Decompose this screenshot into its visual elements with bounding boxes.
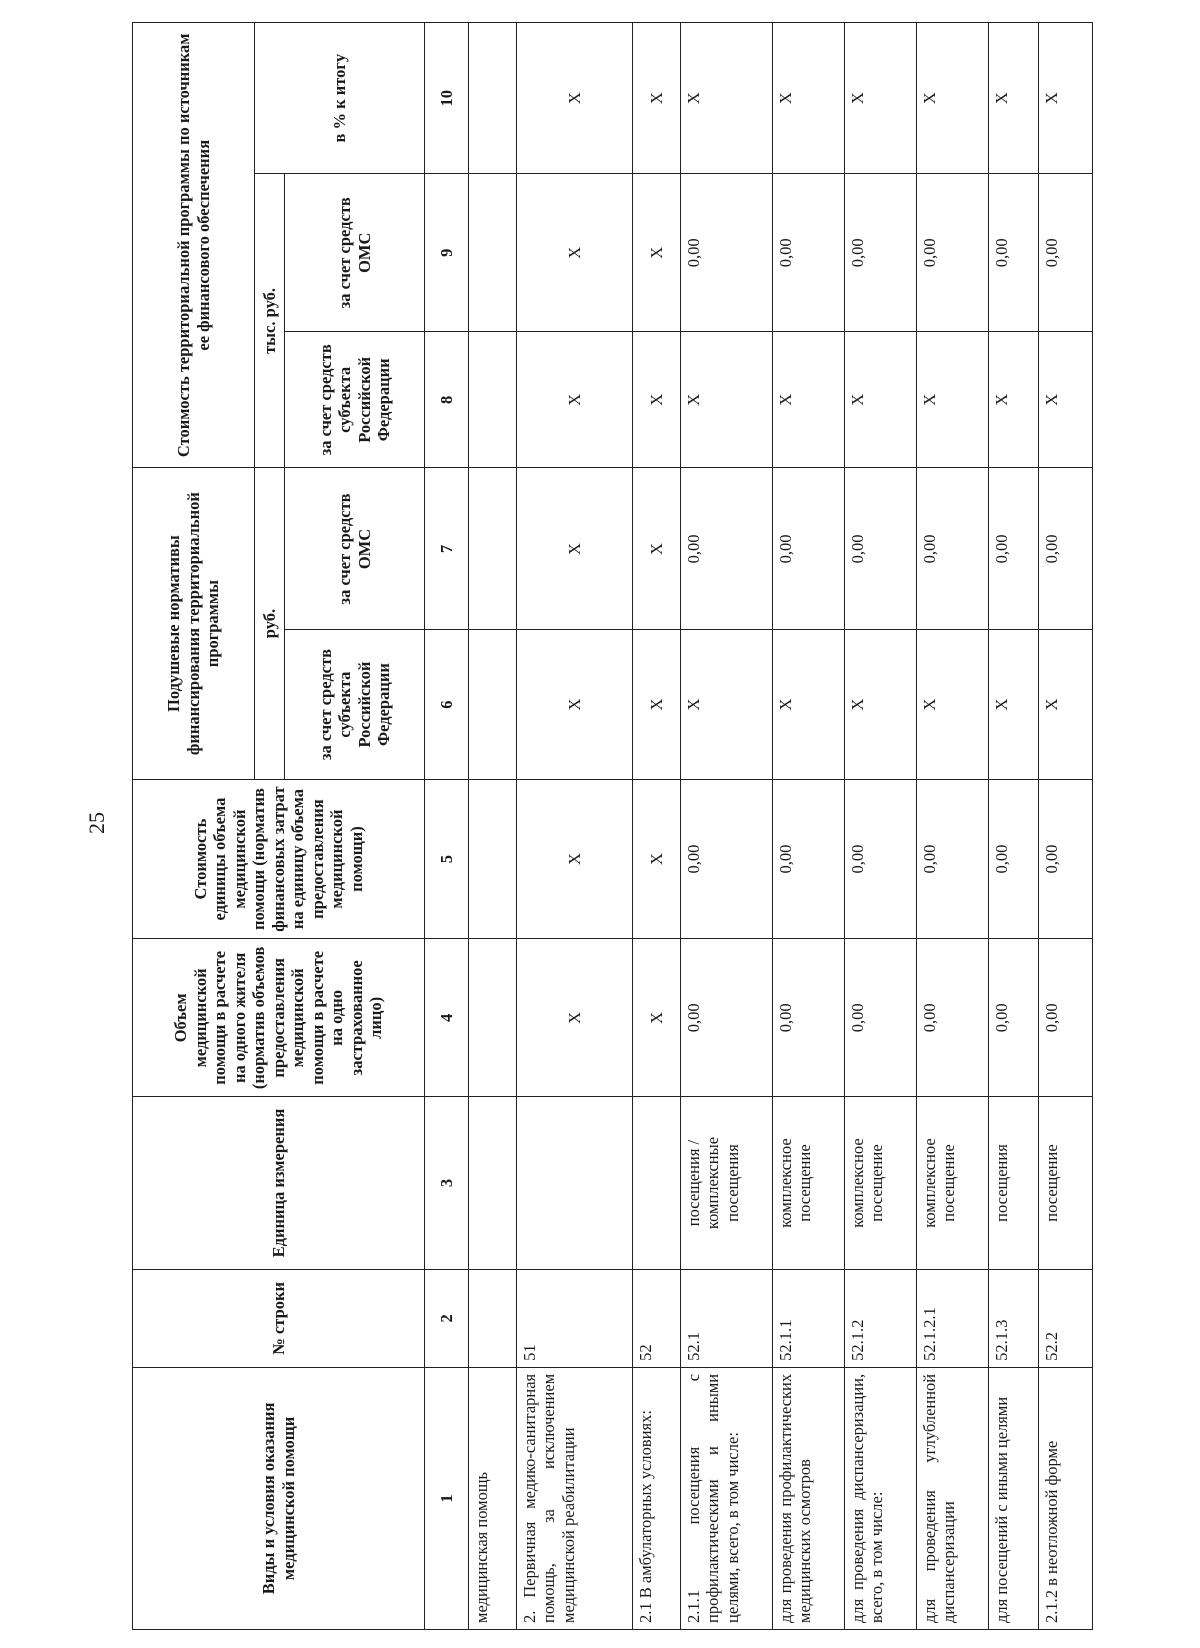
row-c9: 0,00: [845, 174, 917, 332]
row-unit: посещения: [989, 1097, 1039, 1270]
col-number: 6: [425, 630, 469, 779]
table-row: [773, 23, 845, 1630]
row-c7: 0,00: [845, 468, 917, 630]
header-col1: Виды и условия оказания медицинской помощи: [133, 1367, 425, 1629]
row-c4: X: [517, 939, 633, 1097]
row-c4: [469, 939, 517, 1097]
row-c5: 0,00: [1039, 779, 1093, 939]
row-c7: X: [633, 468, 681, 630]
row-name: для проведения диспансеризации, всего, в том числе:: [845, 1367, 917, 1629]
row-c7: X: [517, 468, 633, 630]
row-c8: X: [845, 332, 917, 468]
row-c9: 0,00: [917, 174, 989, 332]
row-unit: [517, 1097, 633, 1270]
col-number: 9: [425, 174, 469, 332]
row-name: медицинская помощь: [469, 1367, 517, 1629]
row-c4: 0,00: [845, 939, 917, 1097]
row-c10: X: [989, 23, 1039, 174]
header-col2: № строки: [133, 1269, 425, 1367]
row-name: 2.1.1 посещения с профилактическими и иными целями, всего, в том числе:: [681, 1367, 773, 1629]
row-c5: 0,00: [681, 779, 773, 939]
row-c8: X: [989, 332, 1039, 468]
table-row: [469, 23, 517, 1630]
row-no: 52.1.3: [989, 1269, 1039, 1367]
row-c6: X: [917, 630, 989, 779]
row-c7: 0,00: [989, 468, 1039, 630]
header-col5: Стоимость единицы объема медицинской помощи (норматив финансовых затрат на единицу объема предоставления медицинской помощи): [133, 779, 425, 939]
col-number: 7: [425, 468, 469, 630]
table-row: [917, 23, 989, 1630]
col-number: 10: [425, 23, 469, 174]
row-no: 52: [633, 1269, 681, 1367]
table-row: [517, 23, 633, 1630]
rotated-document: [132, 22, 1061, 1630]
row-c10: X: [917, 23, 989, 174]
row-name: 2.1 В амбулаторных условиях:: [633, 1367, 681, 1629]
col-number: 4: [425, 939, 469, 1097]
row-c9: X: [633, 174, 681, 332]
row-c10: X: [681, 23, 773, 174]
row-unit: комплексное посещение: [917, 1097, 989, 1270]
col-number: 5: [425, 779, 469, 939]
table-row: [681, 23, 773, 1630]
row-c10: X: [773, 23, 845, 174]
row-no: [469, 1269, 517, 1367]
header-group-cost: Стоимость территориальной программы по источникам ее финансового обеспечения: [133, 23, 255, 469]
row-no: 52.1.2: [845, 1269, 917, 1367]
row-c6: X: [633, 630, 681, 779]
row-c8: X: [633, 332, 681, 468]
row-c6: X: [1039, 630, 1093, 779]
row-c7: 0,00: [773, 468, 845, 630]
row-no: 52.1.1: [773, 1269, 845, 1367]
row-c8: X: [517, 332, 633, 468]
row-no: 52.1.2.1: [917, 1269, 989, 1367]
row-no: 51: [517, 1269, 633, 1367]
row-c9: [469, 174, 517, 332]
row-c5: X: [517, 779, 633, 939]
table-row: [989, 23, 1039, 1630]
header-col4: Объем медицинской помощи в расчете на одного жителя (норматив объемов предоставления медицинской помощи в расчете на одно застрахованное лицо): [133, 939, 425, 1097]
table-row: [1039, 23, 1093, 1630]
row-c6: X: [517, 630, 633, 779]
header-group-norm: Подушевые нормативы финансирования территориальной программы: [133, 468, 255, 779]
table-row: [845, 23, 917, 1630]
row-c4: 0,00: [681, 939, 773, 1097]
row-c8: X: [773, 332, 845, 468]
header-col6: за счет средств субъекта Российской Федерации: [285, 630, 425, 779]
col-number: 2: [425, 1269, 469, 1367]
row-c8: [469, 332, 517, 468]
row-unit: посещение: [1039, 1097, 1093, 1270]
header-cost-unit: тыс. руб.: [255, 174, 285, 468]
row-c7: [469, 468, 517, 630]
row-unit: [469, 1097, 517, 1270]
row-c6: X: [681, 630, 773, 779]
row-c7: 0,00: [917, 468, 989, 630]
row-unit: посещения / комплексные посещения: [681, 1097, 773, 1270]
col-number: 3: [425, 1097, 469, 1270]
col-number: 1: [425, 1367, 469, 1629]
row-c5: 0,00: [845, 779, 917, 939]
row-c5: [469, 779, 517, 939]
row-c6: X: [845, 630, 917, 779]
header-col10: в % к итогу: [255, 23, 425, 174]
table-row: [633, 23, 681, 1630]
row-name: для проведения углубленной диспансеризации: [917, 1367, 989, 1629]
financing-table: [132, 22, 1093, 1630]
row-c4: 0,00: [989, 939, 1039, 1097]
row-c8: X: [1039, 332, 1093, 468]
row-c5: 0,00: [773, 779, 845, 939]
row-c5: 0,00: [917, 779, 989, 939]
row-c9: 0,00: [989, 174, 1039, 332]
row-c7: 0,00: [681, 468, 773, 630]
header-norm-unit: руб.: [255, 468, 285, 779]
row-c10: X: [1039, 23, 1093, 174]
row-no: 52.2: [1039, 1269, 1093, 1367]
row-name: 2. Первичная медико-санитарная помощь, за исключением медицинской реабилитации: [517, 1367, 633, 1629]
row-c9: 0,00: [1039, 174, 1093, 332]
row-unit: комплексное посещение: [773, 1097, 845, 1270]
row-c8: X: [917, 332, 989, 468]
header-col9: за счет средств ОМС: [285, 174, 425, 332]
page-number: 25: [84, 812, 109, 834]
row-c9: 0,00: [773, 174, 845, 332]
row-c8: X: [681, 332, 773, 468]
col-number: 8: [425, 332, 469, 468]
row-c6: X: [773, 630, 845, 779]
row-unit: [633, 1097, 681, 1270]
row-c10: X: [517, 23, 633, 174]
header-col8: за счет средств субъекта Российской Федерации: [285, 332, 425, 468]
row-c9: 0,00: [681, 174, 773, 332]
row-c4: 0,00: [773, 939, 845, 1097]
header-col7: за счет средств ОМС: [285, 468, 425, 630]
row-c7: 0,00: [1039, 468, 1093, 630]
row-no: 52.1: [681, 1269, 773, 1367]
row-c6: [469, 630, 517, 779]
header-col3: Единица измерения: [133, 1097, 425, 1270]
row-c4: X: [633, 939, 681, 1097]
row-name: 2.1.2 в неотложной форме: [1039, 1367, 1093, 1629]
row-c10: X: [845, 23, 917, 174]
row-unit: комплексное посещение: [845, 1097, 917, 1270]
row-name: для проведения профилактических медицинских осмотров: [773, 1367, 845, 1629]
row-c5: 0,00: [989, 779, 1039, 939]
row-c4: 0,00: [917, 939, 989, 1097]
row-c9: X: [517, 174, 633, 332]
row-c6: X: [989, 630, 1039, 779]
row-name: для посещений с иными целями: [989, 1367, 1039, 1629]
row-c10: X: [633, 23, 681, 174]
row-c4: 0,00: [1039, 939, 1093, 1097]
row-c5: X: [633, 779, 681, 939]
row-c10: [469, 23, 517, 174]
